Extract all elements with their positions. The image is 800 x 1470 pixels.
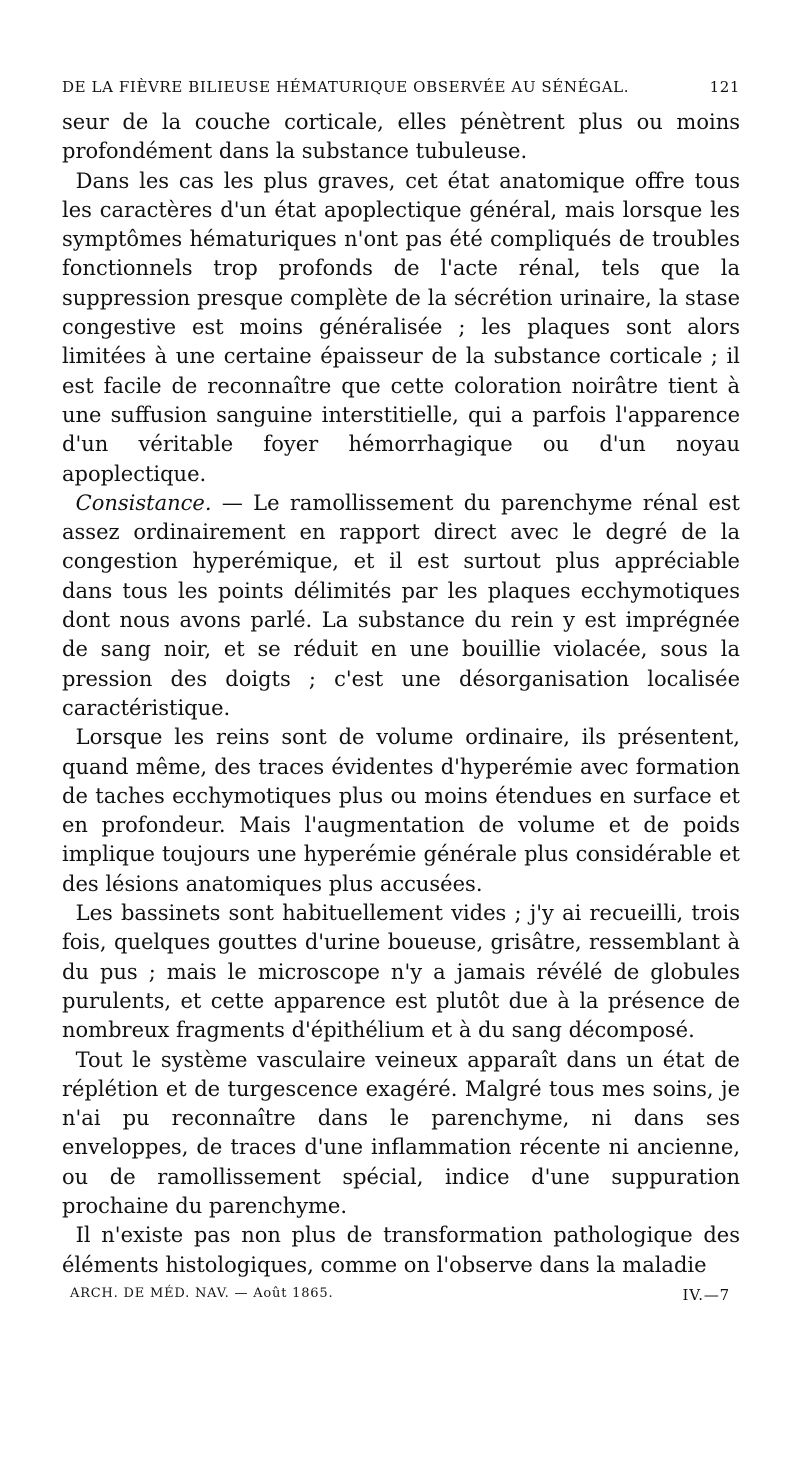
journal-citation: ARCH. DE MÉD. NAV. — Août 1865.: [70, 1285, 334, 1301]
paragraph-consistance: [62, 489, 740, 723]
page-footer: [62, 1286, 740, 1308]
body-text: [62, 108, 740, 1280]
paragraph-text: Il n'existe pas non plus de transformation pathologique des éléments histologiques, comme on l'observe dans la maladie: [62, 1223, 740, 1277]
paragraph-text: — Le ramollissement du parenchyme rénal est assez ordinairement en rapport direct avec le degré de la congestion hyperémique, et il est surtout plus appréciable dans tous les points délimités par les plaques ecchymotiques dont nous avons parlé. La substance du rein y est imprégnée de sang noir, et se réduit en une bouillie violacée, sous la pression des doigts ; c'est une désorganisation localisée caractéristique.: [62, 490, 740, 720]
signature-mark: IV.—7: [682, 1285, 730, 1304]
paragraph: [62, 1221, 740, 1280]
paragraph-continuation: [62, 108, 740, 167]
running-header: [62, 78, 740, 104]
paragraph-text: seur de la couche corticale, elles pénètrent plus ou moins profondément dans la substance tubuleuse.: [62, 110, 740, 164]
book-page: [62, 78, 740, 1458]
paragraph-text: Lorsque les reins sont de volume ordinaire, ils présentent, quand même, des traces évidentes d'hyperémie avec formation de taches ecchymotiques plus ou moins étendues en surface et en profondeur. Mais l'augmentation de volume et de poids implique toujours une hyperémie générale plus considérable et des lésions anatomiques plus accusées.: [62, 725, 740, 896]
paragraph-text: Tout le système vasculaire veineux apparaît dans un état de réplétion et de turgescence exagéré. Malgré tous mes soins, je n'ai pu reconnaître dans le parenchyme, ni dans ses enveloppes, de traces d'une inflammation récente ni ancienne, ou de ramollissement spécial, indice d'une suppuration prochaine du parenchyme.: [62, 1047, 740, 1218]
page-number: 121: [709, 78, 740, 96]
paragraph: [62, 723, 740, 899]
paragraph-text: Les bassinets sont habituellement vides ; j'y ai recueilli, trois fois, quelques gouttes d'urine boueuse, grisâtre, ressemblant à du pus ; mais le microscope n'y a jamais révélé de globules purulents, et cette apparence est plutôt due à la présence de nombreux fragments d'épithélium et à du sang décomposé.: [62, 901, 740, 1043]
paragraph: [62, 899, 740, 1045]
paragraph-text: Dans les cas les plus graves, cet état anatomique offre tous les caractères d'un état apoplectique général, mais lorsque les symptômes hématuriques n'ont pas été compliqués de troubles fonctionnels trop profonds de l'acte rénal, tels que la suppression presque complète de la sécrétion urinaire, la stase congestive est moins généralisée ; les plaques sont alors limitées à une certaine épaisseur de la substance corticale ; il est facile de reconnaître que cette coloration noirâtre tient à une suffusion sanguine interstitielle, qui a parfois l'apparence d'un véritable foyer hémorrhagique ou d'un noyau apoplectique.: [62, 168, 740, 486]
paragraph: [62, 167, 740, 489]
paragraph: [62, 1046, 740, 1222]
running-title: DE LA FIÈVRE BILIEUSE HÉMATURIQUE OBSERVÉE AU SÉNÉGAL.: [62, 78, 630, 96]
section-lead-consistance: Consistance.: [75, 490, 212, 515]
